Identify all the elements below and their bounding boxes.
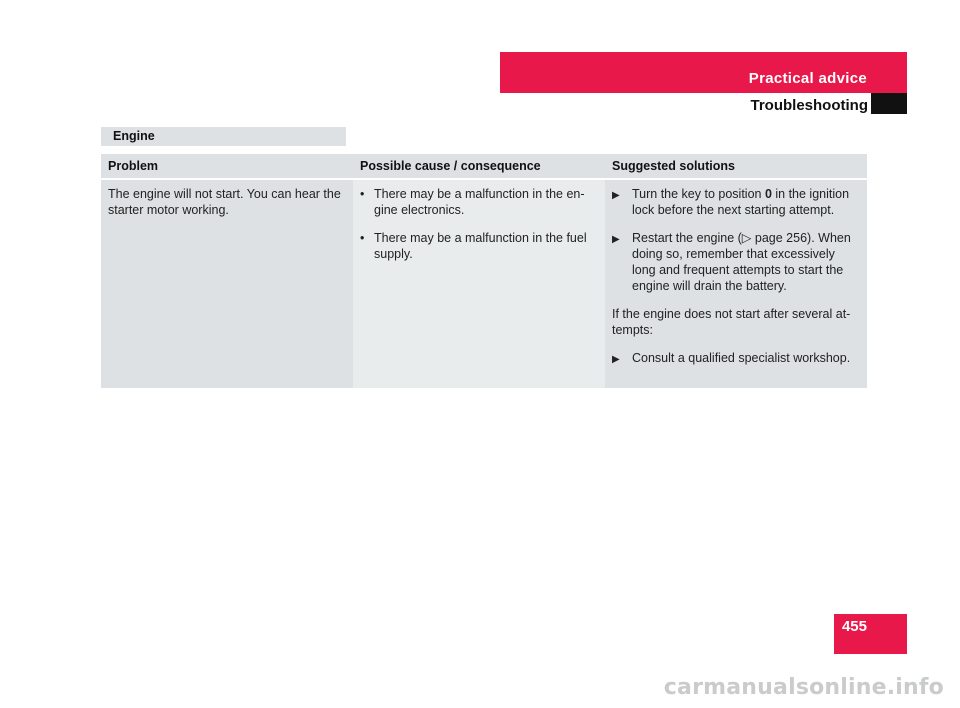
solution-text: Consult a qualified specialist workshop.: [632, 351, 851, 365]
solution-text: [632, 186, 861, 218]
solution-step1-post: in the ignition lock before the next starting attempt.: [632, 187, 850, 217]
key-position: 0: [764, 187, 772, 201]
troubleshooting-table: [101, 154, 867, 388]
solution-note: If the engine does not start after several at-tempts:: [612, 307, 851, 337]
column-header-problem: Problem: [101, 154, 353, 178]
cause-text: There may be a malfunction in the fuel supply.: [374, 231, 587, 261]
problem-cell: [101, 180, 353, 388]
play-arrow-icon: ▶: [612, 354, 620, 365]
bullet-icon: •: [360, 231, 365, 245]
section-title: Practical advice: [748, 70, 867, 87]
list-item: [360, 186, 599, 218]
solutions-cell: [605, 180, 867, 388]
list-item: [360, 230, 599, 262]
cause-cell: [353, 180, 605, 388]
play-arrow-icon: ▶: [612, 234, 620, 245]
subsection-title: Troubleshooting: [750, 97, 868, 114]
header-bar: [500, 52, 907, 93]
page-number-box: [834, 614, 907, 654]
engine-label: Engine: [101, 127, 346, 146]
solution-step1-pre: Turn the key to position: [632, 187, 765, 201]
list-item: [612, 350, 861, 368]
footer-watermark: carmanualsonline.info: [663, 675, 944, 700]
list-item: [612, 186, 861, 218]
cause-text: There may be a malfunction in the en-gine electronics.: [374, 187, 585, 217]
solution-step2-pre: Restart the engine (: [632, 231, 742, 245]
column-header-cause: Possible cause / consequence: [353, 154, 605, 178]
list-item: [612, 230, 861, 294]
column-header-solutions: Suggested solutions: [605, 154, 867, 178]
problem-text: The engine will not start. You can hear the starter motor working.: [108, 187, 341, 217]
solution-text: [632, 230, 861, 294]
play-arrow-icon: ▶: [612, 190, 620, 201]
page-ref-icon: ▷: [741, 231, 752, 245]
header-marker: [871, 93, 907, 114]
solution-step2-post: page 256). When doing so, remember that excessively long and frequent attempts to start the engine will drain the battery.: [632, 231, 851, 293]
page-number: 455: [841, 618, 867, 635]
bullet-icon: •: [360, 187, 365, 201]
